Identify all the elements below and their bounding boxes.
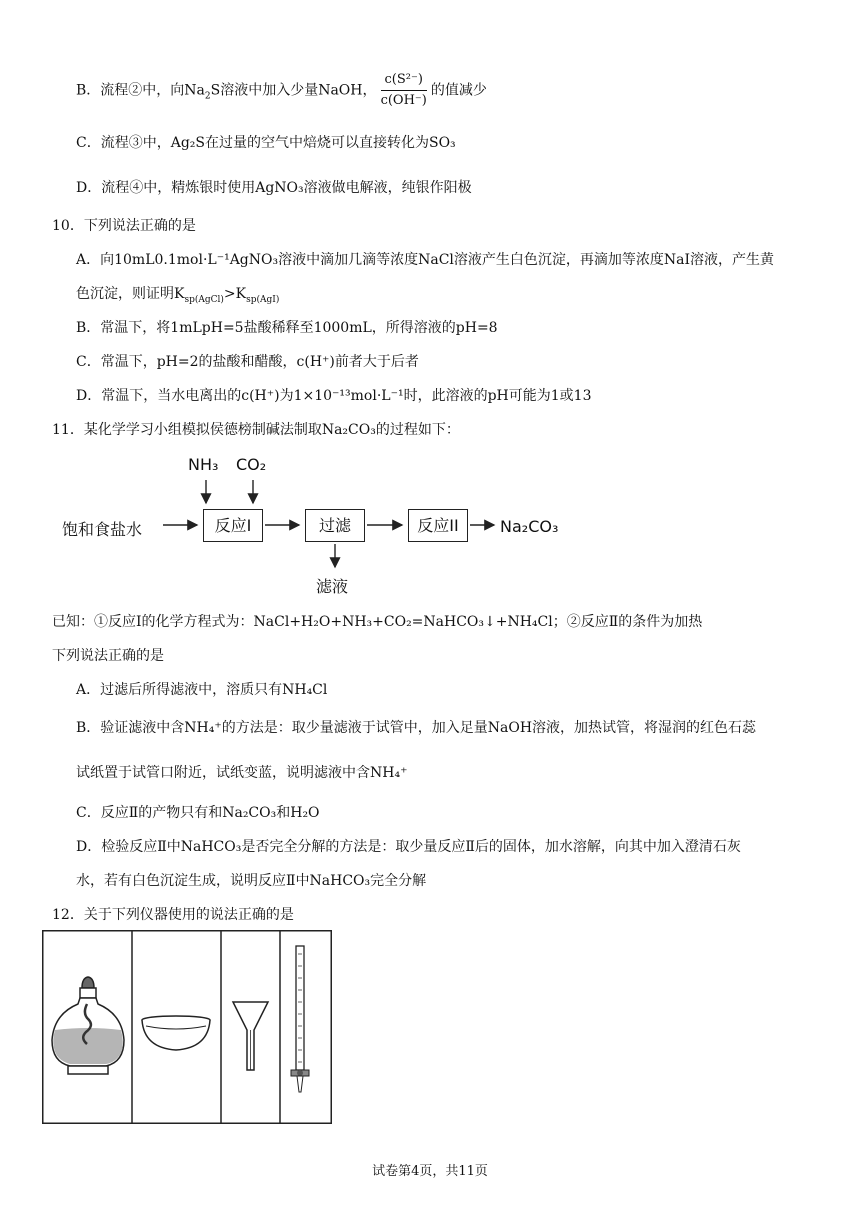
- q11-option-b-line2: 试纸置于试管口附近，试纸变蓝，说明滤液中含NH₄⁺: [76, 765, 408, 781]
- fraction-numerator: c(S²⁻): [381, 72, 427, 91]
- fraction-denominator: c(OH⁻): [380, 93, 427, 108]
- q11-option-d-line2: 水，若有白色沉淀生成，说明反应Ⅱ中NaHCO₃完全分解: [76, 873, 427, 889]
- flow-filtrate: 滤液: [316, 577, 349, 596]
- ksp-agi-subscript: sp(AgI): [246, 294, 280, 305]
- q11-option-b-line1: B．验证滤液中含NH₄⁺的方法是：取少量滤液于试管中，加入足量NaOH溶液，加热试管，将湿润的红色石蕊: [76, 720, 757, 736]
- evaporating-dish-icon: [142, 1016, 210, 1050]
- q9-option-d: D．流程④中，精炼银时使用AgNO₃溶液做电解液，纯银作阳极: [76, 180, 472, 196]
- ksp-agcl-subscript: sp(AgCl): [184, 294, 224, 305]
- q9-option-c: C．流程③中，Ag₂S在过量的空气中焙烧可以直接转化为SO₃: [76, 135, 456, 151]
- alcohol-lamp-icon: [52, 977, 124, 1074]
- funnel-icon: [233, 1002, 268, 1070]
- q9-option-b-pre: B．流程②中，向Na: [76, 82, 205, 99]
- q10-option-a-text: 色沉淀，则证明K: [76, 286, 185, 302]
- q11-option-c: C．反应Ⅱ的产物只有和Na₂CO₃和H₂O: [76, 805, 320, 821]
- q11-known: 已知：①反应Ⅰ的化学方程式为：NaCl+H₂O+NH₃+CO₂=NaHCO₃↓+NH₄Cl；②反应Ⅱ的条件为加热: [52, 614, 703, 630]
- flow-box-filtration: 过滤: [305, 509, 365, 542]
- q10-option-b: B．常温下，将1mLpH=5盐酸稀释至1000mL，所得溶液的pH=8: [76, 320, 498, 336]
- burette-icon: [291, 946, 309, 1092]
- page-footer: 试卷第4页，共11页: [372, 1164, 488, 1179]
- q11-ask: 下列说法正确的是: [52, 648, 164, 664]
- q10-option-c: C．常温下，pH=2的盐酸和醋酸，c(H⁺)前者大于后者: [76, 354, 419, 370]
- flow-box-reaction-2: 反应II: [408, 509, 468, 542]
- q11-stem: 11．某化学学习小组模拟侯德榜制碱法制取Na₂CO₃的过程如下：: [52, 422, 460, 438]
- flow-product: Na₂CO₃: [500, 517, 559, 536]
- q9-option-b-mid: S溶液中加入少量NaOH，: [210, 82, 377, 99]
- apparatus-table: [42, 930, 332, 1124]
- q11-option-a: A．过滤后所得滤液中，溶质只有NH₄Cl: [76, 682, 328, 698]
- q10-option-a-line1: A．向10mL0.1mol·L⁻¹AgNO₃溶液中滴加几滴等浓度NaCl溶液产生白色沉淀，再滴加等浓度NaI溶液，产生黄: [76, 252, 775, 268]
- greater-than-k: >K: [223, 286, 247, 302]
- q12-stem: 12．关于下列仪器使用的说法正确的是: [52, 907, 294, 923]
- q10-stem: 10．下列说法正确的是: [52, 218, 196, 234]
- flow-input-co2: CO₂: [236, 455, 267, 474]
- q9-option-b-post: 的值减少: [430, 82, 487, 99]
- flow-input-nh3: NH₃: [188, 455, 219, 474]
- flow-start-brine: 饱和食盐水: [62, 520, 143, 539]
- q11-option-d-line1: D．检验反应Ⅱ中NaHCO₃是否完全分解的方法是：取少量反应Ⅱ后的固体，加水溶解，向其中加入澄清石灰: [76, 839, 741, 855]
- flow-box-reaction-1: 反应I: [203, 509, 263, 542]
- q9-option-b: B．流程②中，向$Na_2S$溶液中加入少量NaOH， $\frac{\text{c(S²⁻)}}{c(OH^-)}$ 的值减少: [76, 72, 487, 108]
- q10-option-d: D．常温下，当水电离出的c(H⁺)为1×10⁻¹³mol·L⁻¹时，此溶液的pH可能为1或13: [76, 388, 592, 404]
